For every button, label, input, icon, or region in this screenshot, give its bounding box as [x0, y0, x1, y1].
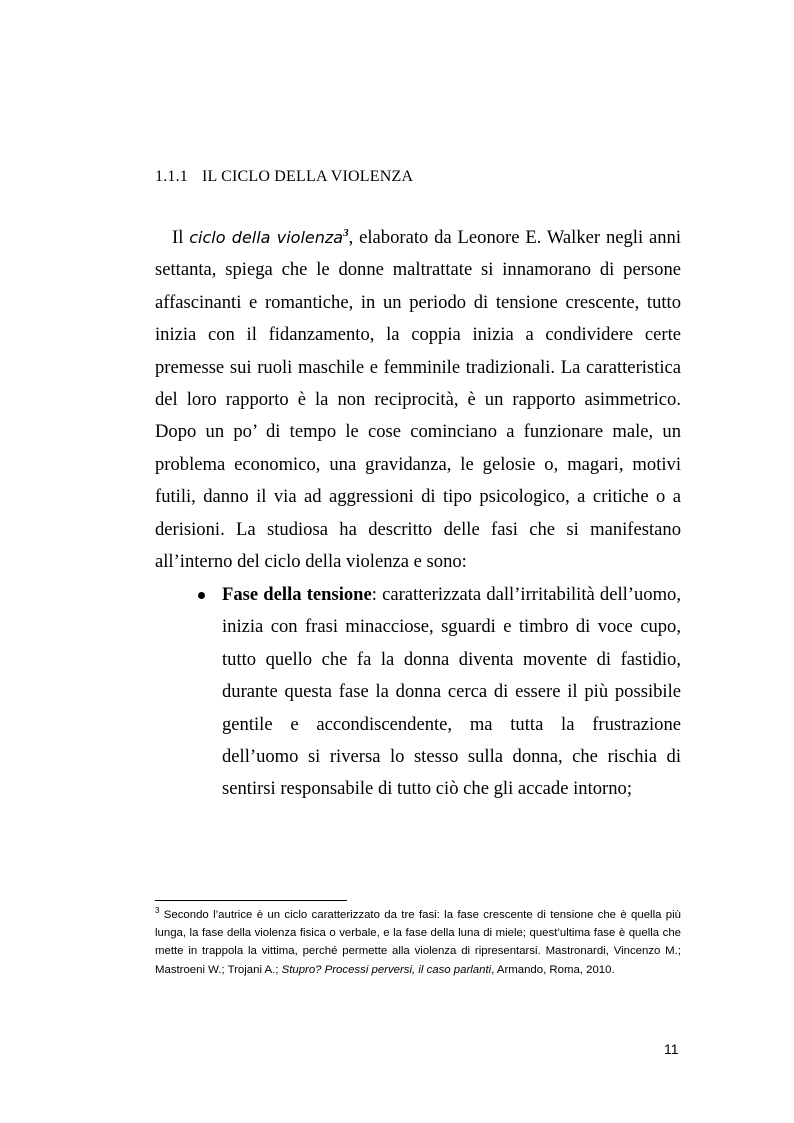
footnote — [155, 906, 681, 979]
italic-term: ciclo della violenza — [189, 228, 344, 247]
body-paragraph — [155, 222, 681, 578]
footnote-publisher: , Armando, Roma, 2010. — [491, 963, 615, 976]
footnote-book-title: Stupro? Processi perversi, il caso parlanti — [281, 963, 492, 976]
footnote-reference[interactable]: 3 — [343, 226, 349, 239]
paragraph-body: , elaborato da Leonore E. Walker negli anni settanta, spiega che le donne maltrattate si innamorano di persone affascinanti e romantiche, in un periodo di tensione crescente, tutto inizia con il fidanzamento, la coppia inizia a condividere certe premesse sui ruoli maschile e femminile tradizionali. La caratteristica del loro rapporto è la non reciprocità, è un rapporto asimmetrico. Dopo un po’ di tempo le cose cominciano a funzionare male, un problema economico, una gravidanza, le gelosie o, magari, motivi futili, danno il via ad aggressioni di tipo psicologico, a critiche o a derisioni. La studiosa ha descritto delle fasi che si manifestano all’interno del ciclo della violenza e sono: — [155, 227, 681, 573]
phase-label: Fase della tensione — [222, 584, 372, 605]
footnote-text: Secondo l’autrice è un ciclo caratterizzato da tre fasi: la fase crescente di tensione che è quella più lunga, la fase della violenza fisica o verbale, e la fase della luna di miele; quest’ultima fase è quella che mette in trappola la vittima, perché permette alla violenza di ripresentarsi. Mastronardi, Vincenzo M.; Mastroeni W.; Trojani A.; — [155, 909, 681, 976]
phase-description: : caratterizzata dall’irritabilità dell’uomo, inizia con frasi minacciose, sguardi e timbro di voce cupo, tutto quello che fa la donna diventa movente di fastidio, durante questa fase la donna cerca di essere il più possibile gentile e accondiscendente, ma tutta la frustrazione dell’uomo si riversa lo stesso sulla donna, che rischia di sentirsi responsabile di tutto ciò che gli accade intorno; — [222, 584, 681, 800]
page-number: 11 — [664, 1041, 679, 1057]
list-item — [196, 579, 681, 806]
footnote-marker: 3 — [155, 906, 160, 916]
bullet-icon — [198, 592, 205, 599]
section-heading — [155, 168, 413, 186]
paragraph-lead: Il — [172, 227, 190, 248]
footnote-separator — [155, 900, 347, 901]
phase-list — [196, 579, 681, 806]
section-title: IL CICLO DELLA VIOLENZA — [202, 168, 414, 185]
section-number: 1.1.1 — [155, 168, 188, 185]
